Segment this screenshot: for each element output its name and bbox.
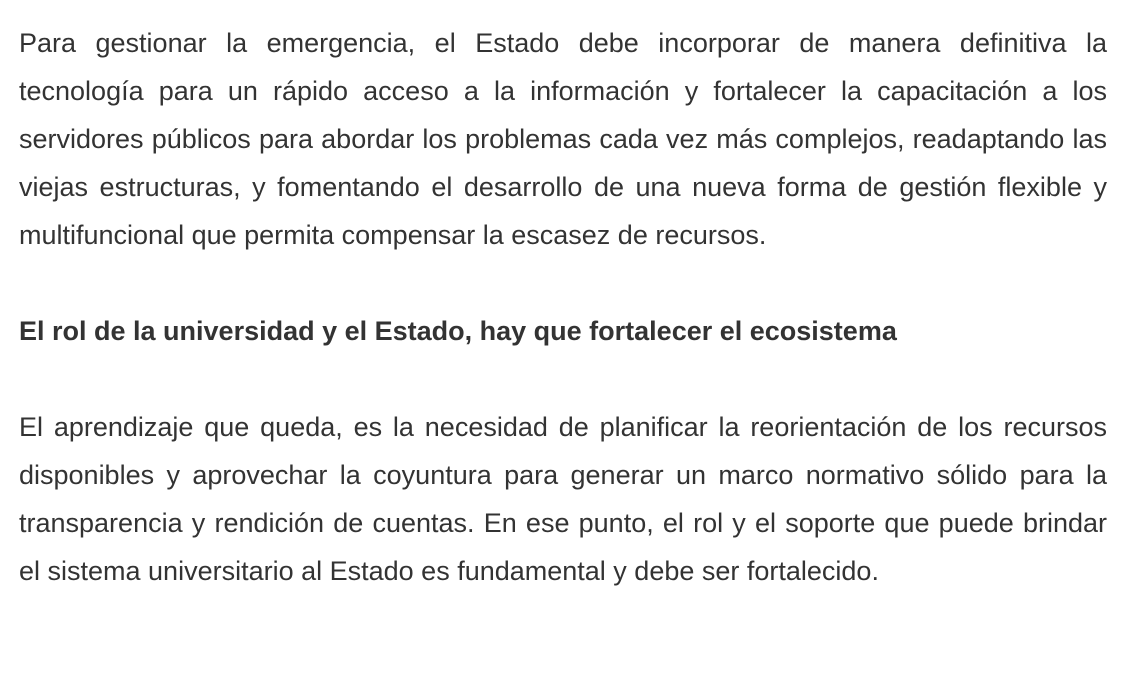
paragraph-learning: El aprendizaje que queda, es la necesidad de planificar la reorientación de los recursos disponibles y aprovechar la coyuntura para generar un marco normativo sólido para la transparencia y rendición de cuentas. En ese punto, el rol y el soporte que puede brindar el sistema universitario al Estado es fundamental y debe ser fortalecido. bbox=[19, 412, 1107, 586]
section-heading: El rol de la universidad y el Estado, hay que fortalecer el ecosistema bbox=[19, 316, 897, 346]
article-body bbox=[19, 19, 1107, 643]
paragraph-emergency-management: Para gestionar la emergencia, el Estado debe incorporar de manera definitiva la tecnología para un rápido acceso a la información y fortalecer la capacitación a los servidores públicos para abordar los problemas cada vez más complejos, readaptando las viejas estructuras, y fomentando el desarrollo de una nueva forma de gestión flexible y multifuncional que permita compensar la escasez de recursos. bbox=[19, 28, 1107, 250]
